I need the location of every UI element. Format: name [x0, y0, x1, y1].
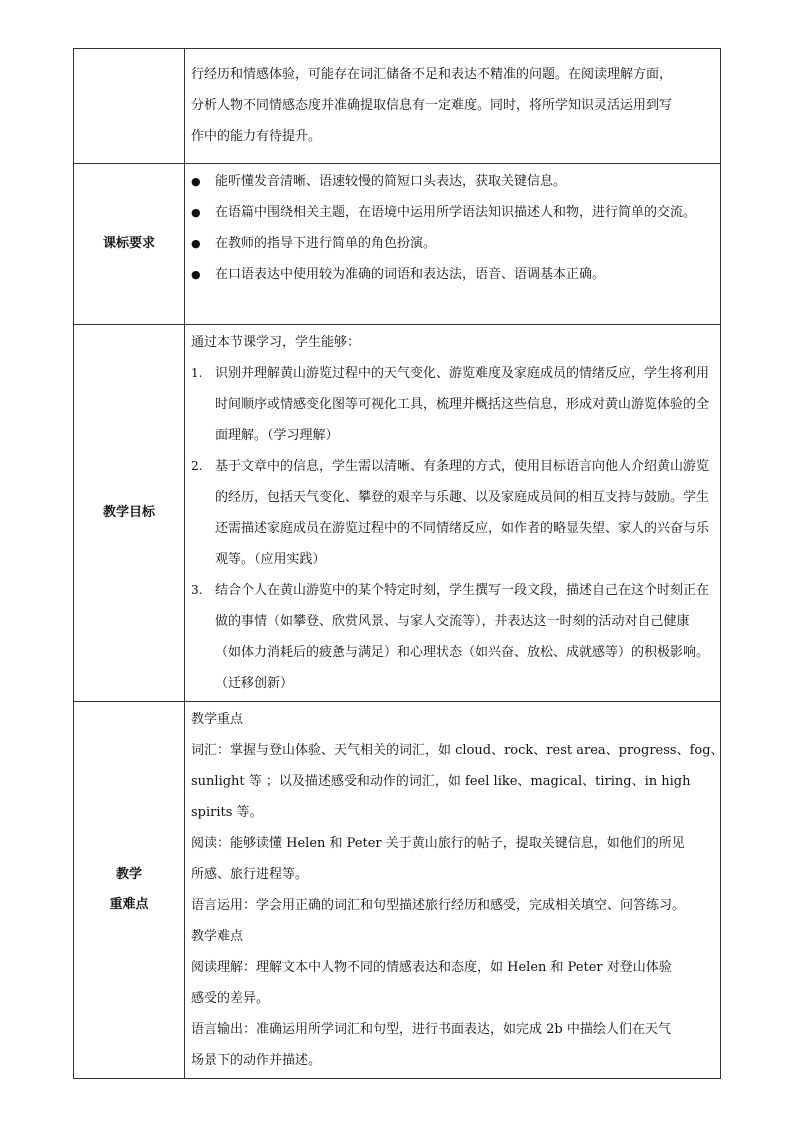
- bullet-icon: ●: [191, 237, 201, 250]
- learner-analysis-row: [74, 49, 721, 164]
- teaching-objectives-content: [185, 325, 721, 702]
- row-label-line: 教学: [115, 867, 142, 882]
- teaching-objectives-row: [74, 325, 721, 702]
- list-item-text: 结合个人在黄山游览中的某个特定时刻，学生撰写一段文段，描述自己在这个时刻正在做的事情（如攀登、欣赏风景、与家人交流等），并表达这一时刻的活动对自己健康（如体力消耗后的疲惫与满足）和心理状态（如兴奋、放松、成就感等）的积极影响。（迁移创新）: [215, 583, 710, 691]
- text-line: sunlight 等 ；以及描述感受和动作的词汇，如 feel like、magical、tiring、in high: [191, 774, 691, 789]
- text-line: 行经历和情感体验，可能存在词汇储备不足和表达不精准的问题。在阅读理解方面，: [191, 67, 673, 82]
- list-item-text: 识别并理解黄山游览过程中的天气变化、游览难度及家庭成员的情绪反应，学生将利用时间顺序或情感变化图等可视化工具，梳理并概括这些信息，形成对黄山游览体验的全面理解。（学习理解）: [215, 366, 710, 443]
- text-line: 语言输出：准确运用所学词汇和句型，进行书面表达，如完成 2b 中描绘人们在天气: [191, 1022, 671, 1037]
- key-points-content: [185, 702, 724, 1079]
- list-item-text: 在口语表达中使用较为准确的词语和表达法，语音、语调基本正确。: [215, 267, 606, 282]
- list-item: [191, 197, 714, 228]
- key-points-row: [74, 702, 721, 1079]
- list-item: [191, 259, 714, 290]
- row-label-line: 重难点: [109, 897, 149, 912]
- bullet-icon: ●: [191, 268, 201, 281]
- list-item: [191, 166, 714, 197]
- text-line: 感受的差异。: [191, 991, 270, 1006]
- text-line: 语言运用：学会用正确的词汇和句型描述旅行经历和感受，完成相关填空、问答练习。: [191, 898, 686, 913]
- text-line: 作中的能力有待提升。: [191, 129, 322, 144]
- list-item-text: 在语篇中围绕相关主题，在语境中运用所学语法知识描述人和物，进行简单的交流。: [215, 205, 697, 220]
- learner-analysis-content: [185, 49, 721, 164]
- list-item-text: 能听懂发音清晰、语速较慢的简短口头表达，获取关键信息。: [215, 174, 567, 189]
- bullet-icon: ●: [191, 175, 201, 188]
- row-label: [74, 702, 185, 1079]
- text-line: spirits 等。: [191, 805, 263, 820]
- list-item: [191, 228, 714, 259]
- list-item: [191, 451, 714, 575]
- text-line: 教学重点: [191, 712, 244, 727]
- list-item-text: 在教师的指导下进行简单的角色扮演。: [215, 236, 437, 251]
- objectives-intro: 通过本节课学习，学生能够：: [191, 335, 361, 350]
- curriculum-requirements-row: [74, 164, 721, 325]
- text-line: 词汇：掌握与登山体验、天气相关的词汇，如 cloud、rock、rest area、progress、fog、: [191, 743, 724, 758]
- list-item-text: 基于文章中的信息，学生需以清晰、有条理的方式，使用目标语言向他人介绍黄山游览的经历，包括天气变化、攀登的艰辛与乐趣、以及家庭成员间的相互支持与鼓励。学生还需描述家庭成员在游览过程中的不同情绪反应，如作者的略显失望、家人的兴奋与乐观等。（应用实践）: [215, 459, 710, 567]
- row-label-empty: [74, 49, 185, 164]
- list-item: [191, 575, 714, 699]
- text-line: 阅读理解：理解文本中人物不同的情感表达和态度，如 Helen 和 Peter 对登山体验: [191, 960, 672, 975]
- curriculum-requirements-content: [185, 164, 721, 325]
- text-line: 场景下的动作并描述。: [191, 1053, 322, 1068]
- text-line: 分析人物不同情感态度并准确提取信息有一定难度。同时，将所学知识灵活运用到写: [191, 98, 673, 113]
- list-number: 3.: [191, 583, 203, 597]
- bullet-icon: ●: [191, 206, 201, 219]
- list-item: [191, 358, 714, 451]
- lesson-plan-table: [73, 48, 724, 1079]
- row-label: 教学目标: [74, 325, 185, 702]
- text-line: 所感、旅行进程等。: [191, 867, 309, 882]
- list-number: 1.: [191, 366, 203, 380]
- text-line: 教学难点: [191, 929, 244, 944]
- text-line: 阅读：能够读懂 Helen 和 Peter 关于黄山旅行的帖子，提取关键信息，如他们的所见: [191, 836, 685, 851]
- row-label: 课标要求: [74, 164, 185, 325]
- list-number: 2.: [191, 459, 203, 473]
